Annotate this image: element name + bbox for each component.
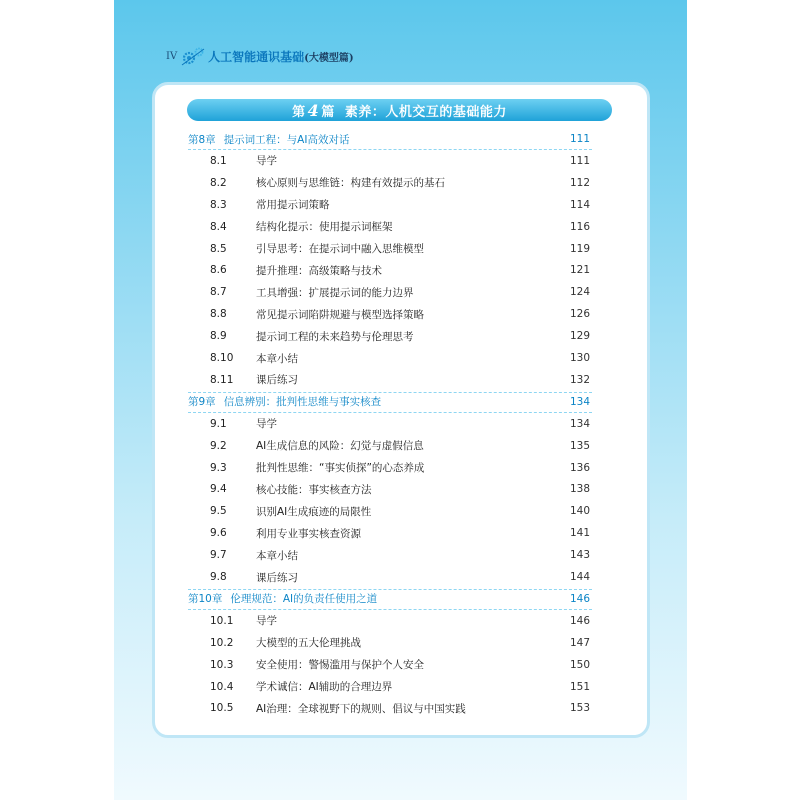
toc-section-row[interactable]: [188, 304, 590, 324]
toc-section-row[interactable]: [188, 195, 590, 215]
page-ref: 111: [569, 133, 590, 145]
page-ref: 146: [569, 592, 590, 605]
page-ref: 134: [569, 417, 590, 430]
section-title: 课后练习: [256, 571, 298, 584]
section-title: 工具增强：扩展提示词的能力边界: [256, 286, 414, 299]
page-ref: 138: [569, 483, 590, 496]
page-ref: 132: [569, 373, 590, 386]
page-ref: 151: [569, 680, 590, 693]
page-ref: 126: [569, 308, 590, 321]
page-ref: 112: [569, 176, 590, 189]
toc-section-row[interactable]: [188, 567, 590, 587]
page-ref: 130: [569, 352, 590, 364]
toc-chapter-row[interactable]: [188, 129, 590, 149]
section-number: 8.6: [210, 264, 227, 277]
chapter-number: 第9章: [188, 396, 216, 409]
toc-chapter-row[interactable]: [188, 392, 590, 412]
toc-section-row[interactable]: [188, 436, 590, 456]
chapter-divider: [188, 149, 592, 150]
section-title: 核心原则与思维链：构建有效提示的基石: [256, 177, 445, 190]
section-title: 核心技能：事实核查方法: [256, 483, 372, 496]
section-number: 8.9: [210, 330, 227, 343]
page-ref: 144: [569, 571, 590, 583]
section-number: 8.11: [210, 373, 234, 386]
page-ref: 121: [569, 264, 590, 277]
part-prefix: 第: [292, 104, 306, 120]
part-suffix: 篇: [321, 104, 335, 120]
section-number: 8.3: [210, 198, 227, 211]
page-ref: 111: [569, 154, 590, 167]
toc-section-row[interactable]: [188, 501, 590, 521]
section-number: 10.3: [210, 658, 234, 671]
toc-section-row[interactable]: [188, 282, 590, 302]
section-number: 9.1: [210, 417, 227, 430]
toc-chapter-row[interactable]: [188, 589, 590, 609]
toc-section-row[interactable]: [188, 239, 590, 259]
toc-section-row[interactable]: [188, 633, 590, 653]
section-title: 本章小结: [256, 549, 298, 562]
part-number: 4: [307, 100, 320, 120]
chapter-title: 信息辨别：批判性思维与事实核查: [223, 396, 382, 409]
toc-section-row[interactable]: [188, 458, 590, 478]
book-subtitle: (大模型篇): [304, 52, 354, 64]
section-number: 8.1: [210, 154, 227, 167]
page-ref: 119: [569, 242, 590, 255]
toc-section-row[interactable]: [188, 545, 590, 565]
page-ref: 114: [569, 198, 590, 211]
section-number: 9.5: [210, 505, 227, 518]
toc-section-row[interactable]: [188, 260, 590, 280]
section-title: 提升推理：高级策略与技术: [256, 264, 382, 277]
page-ref: 116: [569, 220, 590, 233]
page-number: IV: [166, 50, 178, 62]
page-ref: 134: [569, 395, 590, 408]
section-title: AI治理：全球视野下的规则、倡议与中国实践: [256, 702, 466, 715]
page-ref: 136: [569, 461, 590, 474]
section-number: 8.7: [210, 286, 227, 299]
section-title: 导学: [256, 418, 277, 431]
page-ref: 129: [569, 330, 590, 343]
page-ref: 143: [569, 549, 590, 562]
section-title: 提示词工程的未来趋势与伦理思考: [256, 330, 414, 343]
section-title: 引导思考：在提示词中融入思维模型: [256, 243, 424, 255]
page-ref: 140: [569, 505, 590, 518]
section-number: 8.8: [210, 308, 227, 321]
toc-section-row[interactable]: [188, 677, 590, 697]
toc-section-row[interactable]: [188, 173, 590, 193]
page-ref: 153: [569, 702, 590, 715]
chapter-title: 伦理规范：AI的负责任使用之道: [230, 593, 378, 606]
part-title: 素养：人机交互的基础能力: [344, 104, 507, 120]
section-title: 常用提示词策略: [256, 199, 330, 212]
section-title: 利用专业事实核查资源: [256, 527, 361, 540]
section-title: 学术诚信：AI辅助的合理边界: [256, 681, 393, 693]
toc-section-row[interactable]: [188, 698, 590, 718]
section-number: 10.5: [210, 702, 234, 715]
page-ref: 146: [569, 614, 590, 627]
section-title: AI生成信息的风险：幻觉与虚假信息: [256, 440, 424, 453]
chapter-number: 第10章: [188, 593, 223, 606]
section-number: 8.2: [210, 176, 227, 189]
book-title: 人工智能通识基础: [208, 49, 305, 64]
page-ref: 141: [569, 527, 590, 540]
section-number: 8.4: [210, 220, 227, 233]
section-number: 10.2: [210, 636, 234, 649]
page-ref: 124: [569, 286, 590, 299]
chapter-divider: [188, 392, 592, 393]
section-title: 导学: [256, 155, 277, 168]
page-ref: 150: [569, 658, 590, 671]
toc-section-row[interactable]: [188, 611, 590, 631]
section-number: 9.8: [210, 571, 227, 583]
toc-section-row[interactable]: [188, 151, 590, 171]
section-title: 识别AI生成痕迹的局限性: [256, 505, 372, 518]
page-ref: 135: [569, 439, 590, 452]
section-number: 9.3: [210, 461, 227, 474]
section-title: 导学: [256, 615, 277, 628]
section-number: 10.4: [210, 680, 234, 693]
toc-section-row[interactable]: [188, 326, 590, 346]
toc-section-row[interactable]: [188, 479, 590, 499]
section-title: 结构化提示：使用提示词框架: [256, 221, 393, 234]
section-title: 批判性思维：“事实侦探”的心态养成: [256, 462, 425, 474]
section-number: 9.2: [210, 439, 227, 452]
toc-section-row[interactable]: [188, 414, 590, 434]
page-ref: 147: [569, 636, 590, 649]
section-number: 9.6: [210, 527, 227, 540]
section-number: 8.5: [210, 242, 227, 255]
chapter-number: 第8章: [188, 133, 216, 146]
section-title: 课后练习: [256, 374, 298, 387]
section-number: 9.7: [210, 549, 227, 562]
section-title: 常见提示词陷阱规避与模型选择策略: [256, 308, 424, 321]
section-number: 8.10: [210, 352, 234, 364]
section-number: 10.1: [210, 614, 234, 627]
chapter-divider: [188, 589, 592, 590]
section-title: 安全使用：警惕滥用与保护个人安全: [256, 659, 424, 672]
chapter-divider: [188, 609, 592, 610]
chapter-title: 提示词工程：与AI高效对话: [223, 133, 350, 146]
toc-section-row[interactable]: [188, 655, 590, 675]
toc-section-row[interactable]: [188, 348, 590, 368]
section-title: 大模型的五大伦理挑战: [256, 637, 361, 650]
section-number: 9.4: [210, 483, 227, 496]
toc-section-row[interactable]: [188, 217, 590, 237]
section-title: 本章小结: [256, 352, 298, 365]
toc-section-row[interactable]: [188, 523, 590, 543]
toc-section-row[interactable]: [188, 370, 590, 390]
chapter-divider: [188, 412, 592, 413]
